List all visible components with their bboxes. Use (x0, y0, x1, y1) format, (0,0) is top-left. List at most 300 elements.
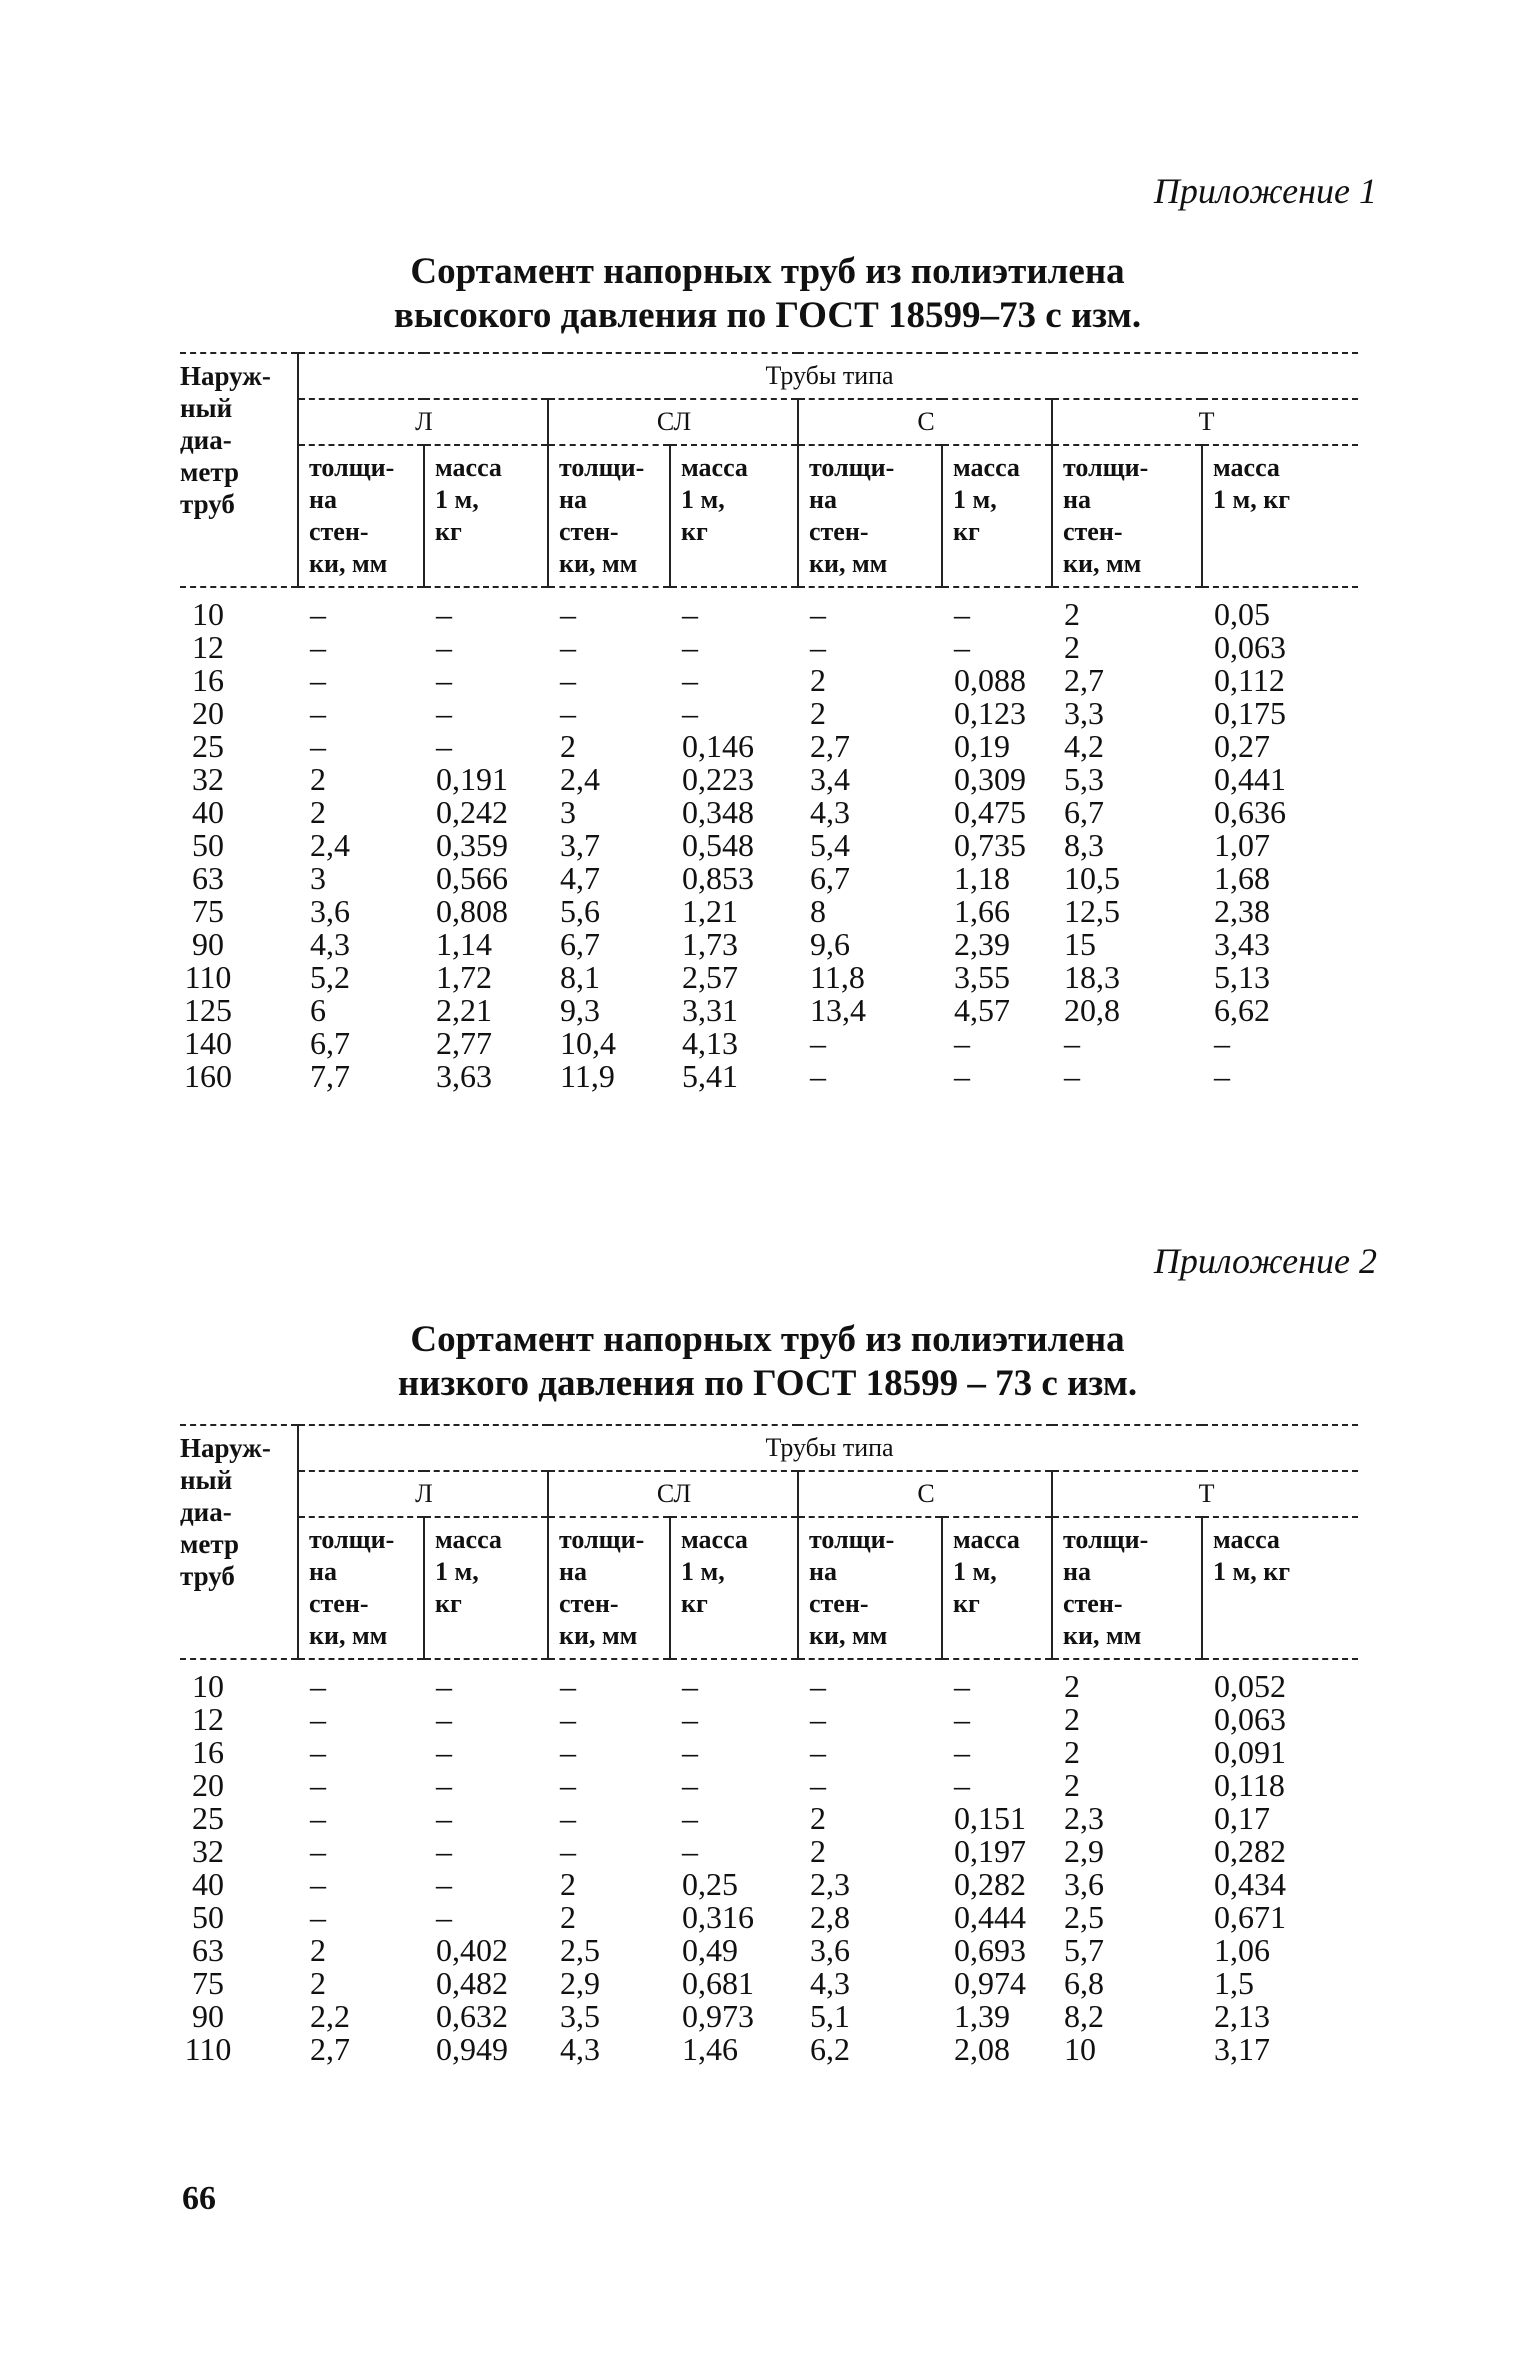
table-cell: – (682, 596, 698, 632)
table-row (180, 2033, 1358, 2066)
table-cell: 0,359 (436, 827, 508, 863)
table-cell: – (310, 662, 326, 698)
table-cell: 0,482 (436, 1965, 508, 2001)
table-cell: 6,7 (1064, 794, 1104, 830)
table-row (180, 1060, 1358, 1093)
table-cell: 5,4 (810, 827, 850, 863)
table-cell: 15 (1064, 926, 1096, 962)
table-cell: – (1064, 1025, 1080, 1061)
table-cell: – (310, 1668, 326, 1704)
pipe-table-high-pressure (180, 352, 1358, 1093)
table-cell: 0,671 (1214, 1899, 1286, 1935)
wall-thickness-header: толщи- на стен- ки, мм (798, 445, 942, 587)
table-cell: 3,17 (1214, 2031, 1270, 2067)
table-cell: 4,3 (810, 1965, 850, 2001)
table-cell: 0,063 (1214, 1701, 1286, 1737)
table-cell: 0,632 (436, 1998, 508, 2034)
table-cell: 6,7 (560, 926, 600, 962)
mass-header: масса 1 м, кг (942, 445, 1052, 587)
table-cell: 0,197 (954, 1833, 1026, 1869)
table-cell: – (310, 1866, 326, 1902)
table-cell: 0,475 (954, 794, 1026, 830)
table-row (180, 796, 1358, 829)
table-cell: 2,57 (682, 959, 738, 995)
table-cell: – (560, 1701, 576, 1737)
table-cell: – (310, 1701, 326, 1737)
table-cell: 0,348 (682, 794, 754, 830)
mass-header: масса 1 м, кг (424, 1517, 548, 1659)
table-cell: 0,949 (436, 2031, 508, 2067)
mass-header: масса 1 м, кг (670, 445, 798, 587)
table-cell: 0,566 (436, 860, 508, 896)
table-cell: – (1214, 1025, 1230, 1061)
table-cell: 0,091 (1214, 1734, 1286, 1770)
table-cell: 5,13 (1214, 959, 1270, 995)
table-cell: 2 (1064, 1734, 1080, 1770)
table-cell: – (810, 629, 826, 665)
type-l-header: Л (298, 399, 548, 445)
table-cell: 8,1 (560, 959, 600, 995)
table-cell: – (310, 1767, 326, 1803)
table-row (180, 763, 1358, 796)
diameter-cell: 32 (192, 1833, 224, 1869)
table-cell: – (436, 1767, 452, 1803)
table-cell: – (560, 596, 576, 632)
table-cell: 10,4 (560, 1025, 616, 1061)
table-cell: 3,6 (810, 1932, 850, 1968)
table-cell: – (954, 1734, 970, 1770)
table-row (180, 862, 1358, 895)
table-cell: – (560, 695, 576, 731)
table-cell: 0,402 (436, 1932, 508, 1968)
table-cell: – (436, 1668, 452, 1704)
table-cell: 1,07 (1214, 827, 1270, 863)
type-s-header: С (798, 399, 1052, 445)
table-cell: 1,66 (954, 893, 1010, 929)
type-t-header: Т (1052, 399, 1358, 445)
table-cell: 2 (1064, 1668, 1080, 1704)
table-cell: 2 (560, 728, 576, 764)
table-cell: 13,4 (810, 992, 866, 1028)
table-cell: – (810, 1058, 826, 1094)
table-cell: 3,3 (1064, 695, 1104, 731)
table-cell: 0,693 (954, 1932, 1026, 1968)
appendix-2-label: Приложение 2 (1153, 1241, 1377, 1281)
table-row (180, 928, 1358, 961)
diameter-cell: 25 (192, 728, 224, 764)
table-cell: 6,7 (310, 1025, 350, 1061)
table-cell: 4,3 (810, 794, 850, 830)
diameter-cell: 63 (192, 860, 224, 896)
table-cell: 1,72 (436, 959, 492, 995)
table-row (180, 664, 1358, 697)
table-cell: – (810, 1025, 826, 1061)
table-cell: – (436, 1899, 452, 1935)
table-cell: 0,123 (954, 695, 1026, 731)
diameter-cell: 16 (192, 662, 224, 698)
table-cell: – (436, 629, 452, 665)
table-cell: 1,06 (1214, 1932, 1270, 1968)
table-row (180, 1659, 1358, 1703)
table-cell: – (310, 728, 326, 764)
table-row (180, 1901, 1358, 1934)
table-cell: 2,4 (310, 827, 350, 863)
table-cell: 0,17 (1214, 1800, 1270, 1836)
table-cell: 1,39 (954, 1998, 1010, 2034)
table-cell: 0,052 (1214, 1668, 1286, 1704)
table-cell: 2 (560, 1866, 576, 1902)
table-cell: 2,13 (1214, 1998, 1270, 2034)
diameter-cell: 50 (192, 1899, 224, 1935)
table-cell: 2,4 (560, 761, 600, 797)
diameter-cell: 32 (192, 761, 224, 797)
table-cell: 11,9 (560, 1058, 615, 1094)
table-cell: 5,1 (810, 1998, 850, 2034)
table-cell: – (310, 596, 326, 632)
table-cell: – (436, 728, 452, 764)
diameter-cell: 16 (192, 1734, 224, 1770)
table-cell: – (682, 662, 698, 698)
table-cell: 0,434 (1214, 1866, 1286, 1902)
table-cell: 0,316 (682, 1899, 754, 1935)
table-body (180, 1659, 1358, 2066)
table-row (180, 1868, 1358, 1901)
type-sl-header: СЛ (548, 399, 798, 445)
table-cell: 3,4 (810, 761, 850, 797)
table-cell: 8,3 (1064, 827, 1104, 863)
table-cell: – (682, 1734, 698, 1770)
table-cell: 10 (1064, 2031, 1096, 2067)
diameter-cell: 140 (184, 1025, 232, 1061)
table-row (180, 1934, 1358, 1967)
table-cell: 2 (310, 1965, 326, 2001)
table-cell: – (682, 695, 698, 731)
diameter-cell: 75 (192, 1965, 224, 2001)
table-row (180, 1769, 1358, 1802)
table-cell: 1,14 (436, 926, 492, 962)
diameter-cell: 40 (192, 1866, 224, 1902)
table-cell: 2 (310, 1932, 326, 1968)
table-row (180, 829, 1358, 862)
mass-header: масса 1 м, кг (1202, 1517, 1358, 1659)
table-cell: 11,8 (810, 959, 865, 995)
table-cell: 8 (810, 893, 826, 929)
diameter-cell: 10 (192, 1668, 224, 1704)
diameter-cell: 12 (192, 1701, 224, 1737)
table-cell: – (682, 629, 698, 665)
table-cell: 5,6 (560, 893, 600, 929)
table-cell: 0,49 (682, 1932, 738, 1968)
appendix-2-title-line-2: низкого давления по ГОСТ 18599 – 73 с изм. (397, 1363, 1138, 1404)
table-cell: – (954, 1025, 970, 1061)
table-cell: 0,636 (1214, 794, 1286, 830)
table-cell: 3,6 (310, 893, 350, 929)
table-cell: 0,175 (1214, 695, 1286, 731)
diameter-cell: 25 (192, 1800, 224, 1836)
pipe-type-header: Трубы типа (298, 353, 1358, 399)
table-cell: 0,05 (1214, 596, 1270, 632)
table-cell: 0,548 (682, 827, 754, 863)
table-cell: 2 (1064, 1767, 1080, 1803)
table-cell: 0,808 (436, 893, 508, 929)
table-cell: 0,27 (1214, 728, 1270, 764)
appendix-1-title-line-1: Сортамент напорных труб из полиэтилена (410, 251, 1125, 292)
table-cell: – (560, 629, 576, 665)
table-cell: – (954, 1767, 970, 1803)
wall-thickness-header: толщи- на стен- ки, мм (298, 1517, 424, 1659)
table-cell: 2,3 (1064, 1800, 1104, 1836)
table-cell: 2 (810, 1800, 826, 1836)
table-cell: 3 (560, 794, 576, 830)
table-cell: – (682, 1668, 698, 1704)
table-cell: – (310, 1833, 326, 1869)
table-cell: 3,43 (1214, 926, 1270, 962)
table-cell: 0,063 (1214, 629, 1286, 665)
table-cell: 7,7 (310, 1058, 350, 1094)
table-cell: 1,73 (682, 926, 738, 962)
table-cell: – (560, 1668, 576, 1704)
table-cell: 3,63 (436, 1058, 492, 1094)
table-cell: – (436, 662, 452, 698)
table-cell: 9,6 (810, 926, 850, 962)
table-row (180, 895, 1358, 928)
table-cell: 0,309 (954, 761, 1026, 797)
diameter-cell: 90 (192, 926, 224, 962)
table-cell: 18,3 (1064, 959, 1120, 995)
table-cell: 0,441 (1214, 761, 1286, 797)
table-cell: 0,444 (954, 1899, 1026, 1935)
table-cell: 1,46 (682, 2031, 738, 2067)
table-row (180, 587, 1358, 631)
table-cell: 0,242 (436, 794, 508, 830)
diameter-header: Наруж- ный диа- метр труб (180, 1433, 271, 1591)
table-cell: – (954, 1701, 970, 1737)
table-cell: 1,5 (1214, 1965, 1254, 2001)
table-row (180, 1027, 1358, 1060)
mass-header: масса 1 м, кг (942, 1517, 1052, 1659)
page-number: 66 (182, 2180, 216, 2217)
table-cell: 2,21 (436, 992, 492, 1028)
diameter-cell: 110 (184, 2031, 232, 2067)
diameter-cell: 125 (184, 992, 232, 1028)
diameter-cell: 20 (192, 1767, 224, 1803)
table-cell: 5,2 (310, 959, 350, 995)
wall-thickness-header: толщи- на стен- ки, мм (298, 445, 424, 587)
table-cell: 4,13 (682, 1025, 738, 1061)
table-cell: – (310, 1800, 326, 1836)
table-cell: 2,7 (810, 728, 850, 764)
table-cell: 6,62 (1214, 992, 1270, 1028)
table-cell: 3,7 (560, 827, 600, 863)
table-cell: 0,853 (682, 860, 754, 896)
table-cell: – (682, 1800, 698, 1836)
diameter-cell: 50 (192, 827, 224, 863)
table-cell: 2 (1064, 596, 1080, 632)
table-cell: 2,7 (310, 2031, 350, 2067)
table-cell: – (1214, 1058, 1230, 1094)
table-cell: – (560, 662, 576, 698)
appendix-2-title (0, 1318, 1535, 1406)
table-cell: – (810, 596, 826, 632)
table-cell: 0,974 (954, 1965, 1026, 2001)
table-row (180, 2000, 1358, 2033)
table-cell: – (560, 1800, 576, 1836)
table-cell: – (810, 1734, 826, 1770)
table-cell: 2 (1064, 1701, 1080, 1737)
table-cell: 4,2 (1064, 728, 1104, 764)
table-row (180, 631, 1358, 664)
table-cell: – (560, 1767, 576, 1803)
table-cell: 2 (560, 1899, 576, 1935)
table-cell: 0,223 (682, 761, 754, 797)
table-cell: 4,3 (560, 2031, 600, 2067)
table-cell: 2 (1064, 629, 1080, 665)
diameter-cell: 20 (192, 695, 224, 731)
table-cell: 8,2 (1064, 1998, 1104, 2034)
diameter-cell: 75 (192, 893, 224, 929)
table-cell: – (1064, 1058, 1080, 1094)
table-cell: 0,282 (954, 1866, 1026, 1902)
diameter-cell: 90 (192, 1998, 224, 2034)
diameter-cell: 160 (184, 1058, 232, 1094)
table-cell: 3 (310, 860, 326, 896)
table-cell: 2,7 (1064, 662, 1104, 698)
table-cell: 4,3 (310, 926, 350, 962)
table-cell: 2,9 (1064, 1833, 1104, 1869)
pipe-table-low-pressure (180, 1424, 1358, 2066)
table-cell: 1,21 (682, 893, 738, 929)
table-row (180, 994, 1358, 1027)
table-cell: – (310, 629, 326, 665)
table-cell: 2 (310, 794, 326, 830)
table-cell: – (682, 1833, 698, 1869)
table-cell: 5,41 (682, 1058, 738, 1094)
table-cell: 0,112 (1214, 662, 1285, 698)
table-cell: 0,19 (954, 728, 1010, 764)
pipe-type-header: Трубы типа (298, 1425, 1358, 1471)
table-cell: – (436, 1866, 452, 1902)
table-cell: 3,6 (1064, 1866, 1104, 1902)
table-cell: – (560, 1833, 576, 1869)
table-cell: 0,191 (436, 761, 508, 797)
table-cell: 6,2 (810, 2031, 850, 2067)
table-cell: 2 (810, 695, 826, 731)
wall-thickness-header: толщи- на стен- ки, мм (548, 445, 670, 587)
table-cell: – (436, 1734, 452, 1770)
table-cell: – (810, 1701, 826, 1737)
table-row (180, 697, 1358, 730)
table-cell: – (810, 1767, 826, 1803)
table-cell: 3,31 (682, 992, 738, 1028)
table-cell: 1,18 (954, 860, 1010, 896)
table-cell: – (682, 1767, 698, 1803)
table-cell: 4,57 (954, 992, 1010, 1028)
table-cell: 2,38 (1214, 893, 1270, 929)
diameter-header: Наруж- ный диа- метр труб (180, 361, 271, 519)
table-cell: 9,3 (560, 992, 600, 1028)
table-cell: 5,3 (1064, 761, 1104, 797)
wall-thickness-header: толщи- на стен- ки, мм (1052, 445, 1202, 587)
table-cell: 3,55 (954, 959, 1010, 995)
table-cell: – (954, 596, 970, 632)
table-cell: 2,2 (310, 1998, 350, 2034)
table-cell: 0,282 (1214, 1833, 1286, 1869)
diameter-cell: 10 (192, 596, 224, 632)
table-cell: 3,5 (560, 1998, 600, 2034)
table-cell: 2,5 (560, 1932, 600, 1968)
table-cell: 0,151 (954, 1800, 1026, 1836)
table-cell: 0,681 (682, 1965, 754, 2001)
table-cell: 2,9 (560, 1965, 600, 2001)
table-cell: – (560, 1734, 576, 1770)
appendix-2-title-line-1: Сортамент напорных труб из полиэтилена (410, 1319, 1125, 1360)
table-cell: 0,146 (682, 728, 754, 764)
wall-thickness-header: толщи- на стен- ки, мм (548, 1517, 670, 1659)
table-cell: 10,5 (1064, 860, 1120, 896)
diameter-cell: 63 (192, 1932, 224, 1968)
table-cell: 6,7 (810, 860, 850, 896)
table-cell: 2 (810, 1833, 826, 1869)
appendix-1-title (0, 250, 1535, 338)
table-row (180, 730, 1358, 763)
table-cell: 0,735 (954, 827, 1026, 863)
table-cell: – (310, 695, 326, 731)
table-row (180, 1736, 1358, 1769)
table-cell: – (310, 1899, 326, 1935)
table-cell: – (682, 1701, 698, 1737)
type-t-header: Т (1052, 1471, 1358, 1517)
table-cell: 20,8 (1064, 992, 1120, 1028)
table-cell: 2,8 (810, 1899, 850, 1935)
table-cell: 6 (310, 992, 326, 1028)
mass-header: масса 1 м, кг (1202, 445, 1358, 587)
table-cell: – (436, 1701, 452, 1737)
appendix-1-label: Приложение 1 (1153, 171, 1377, 211)
table-cell: 2,3 (810, 1866, 850, 1902)
table-cell: 6,8 (1064, 1965, 1104, 2001)
table-cell: 0,973 (682, 1998, 754, 2034)
table-cell: 2,77 (436, 1025, 492, 1061)
table-cell: 1,68 (1214, 860, 1270, 896)
table-cell: – (436, 695, 452, 731)
table-cell: – (310, 1734, 326, 1770)
table-row (180, 1703, 1358, 1736)
mass-header: масса 1 м, кг (424, 445, 548, 587)
appendix-1-title-line-2: высокого давления по ГОСТ 18599–73 с изм. (393, 295, 1142, 336)
table-row (180, 1802, 1358, 1835)
diameter-cell: 12 (192, 629, 224, 665)
table-cell: – (954, 1058, 970, 1094)
table-cell: 2,5 (1064, 1899, 1104, 1935)
table-cell: 0,25 (682, 1866, 738, 1902)
type-s-header: С (798, 1471, 1052, 1517)
table-cell: – (954, 629, 970, 665)
table-cell: 2,39 (954, 926, 1010, 962)
type-sl-header: СЛ (548, 1471, 798, 1517)
table-cell: – (436, 1833, 452, 1869)
table-cell: 2 (810, 662, 826, 698)
table-cell: 4,7 (560, 860, 600, 896)
table-cell: 0,118 (1214, 1767, 1285, 1803)
table-row (180, 1967, 1358, 2000)
table-row (180, 1835, 1358, 1868)
wall-thickness-header: толщи- на стен- ки, мм (798, 1517, 942, 1659)
diameter-cell: 40 (192, 794, 224, 830)
table-cell: – (436, 1800, 452, 1836)
type-l-header: Л (298, 1471, 548, 1517)
table-cell: – (810, 1668, 826, 1704)
table-cell: 5,7 (1064, 1932, 1104, 1968)
